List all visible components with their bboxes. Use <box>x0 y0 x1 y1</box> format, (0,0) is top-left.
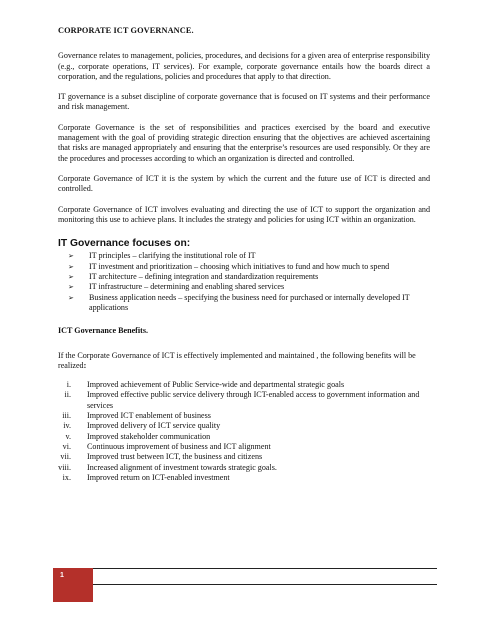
paragraph-it-governance: IT governance is a subset discipline of corporate governance that is focused on IT systems and their performance and risk management. <box>58 92 430 112</box>
page-number-badge <box>53 568 93 602</box>
list-item <box>58 452 430 462</box>
list-item-text: Improved achievement of Public Service-wide and departmental strategic goals <box>87 380 345 390</box>
paragraph-governance-definition: Governance relates to management, policies, procedures, and decisions for a given area of enterprise responsibility (e.g., corporate operations, IT services). For example, corporate governance entails how the boards direct a corporation, and the regulations, policies and procedures that apply to that direction. <box>58 51 430 81</box>
focus-list <box>58 251 430 313</box>
list-item <box>58 380 430 390</box>
arrow-bullet-icon: ➢ <box>68 252 74 261</box>
list-item-number: v. <box>65 431 71 441</box>
list-item-number: viii. <box>58 462 71 472</box>
list-item-text: Improved effective public service delivery through ICT-enabled access to government information and services <box>87 390 420 410</box>
list-item-text: Improved stakeholder communication <box>87 431 211 441</box>
list-item <box>58 473 430 483</box>
list-item <box>58 293 430 314</box>
benefits-intro-colon: : <box>83 360 87 370</box>
list-item-text: Continuous improvement of business and ICT alignment <box>87 441 271 451</box>
arrow-bullet-icon: ➢ <box>68 262 74 271</box>
list-item-text: IT architecture – defining integration and standardization requirements <box>89 272 319 282</box>
list-item <box>58 390 430 411</box>
page-content <box>58 26 430 483</box>
list-item-text: Improved ICT enablement of business <box>87 411 211 421</box>
list-item-text: Improved trust between ICT, the business and citizens <box>87 452 263 462</box>
list-item <box>58 411 430 421</box>
list-item-number: vii. <box>60 452 71 462</box>
list-item-text: Improved return on ICT-enabled investment <box>87 472 230 482</box>
list-item-text: IT infrastructure – determining and enabling shared services <box>89 282 285 292</box>
list-item-number: ix. <box>62 472 71 482</box>
list-item <box>58 421 430 431</box>
list-item <box>58 442 430 452</box>
page-number: 1 <box>60 572 64 579</box>
list-item <box>58 251 430 261</box>
list-item-number: iv. <box>63 421 71 431</box>
list-item <box>58 463 430 473</box>
footer-divider <box>58 568 437 569</box>
list-item <box>58 432 430 442</box>
paragraph-corporate-governance: Corporate Governance is the set of responsibilities and practices exercised by the board and executive management with the goal of providing strategic direction ensuring that the objectives are achieved ascertaining that risks are managed appropriately and ensuring that the enterprise’s resources are used responsibly. Or they are the procedures and processes according to which an organization is directed and controlled. <box>58 122 430 163</box>
footer-divider-lower <box>93 584 437 585</box>
list-item-number: ii. <box>64 390 71 400</box>
list-item-text: Business application needs – specifying the business need for purchased or internally developed IT applications <box>89 292 410 312</box>
list-item-text: IT investment and prioritization – choosing which initiatives to fund and how much to spend <box>89 261 390 271</box>
arrow-bullet-icon: ➢ <box>68 283 74 292</box>
arrow-bullet-icon: ➢ <box>68 273 74 282</box>
arrow-bullet-icon: ➢ <box>68 293 74 302</box>
list-item-number: vi. <box>62 441 71 451</box>
list-item <box>58 282 430 292</box>
benefits-heading: ICT Governance Benefits. <box>58 326 148 336</box>
list-item-text: Improved delivery of ICT service quality <box>87 421 221 431</box>
paragraph-cgict-involves: Corporate Governance of ICT involves evaluating and directing the use of ICT to support the organization and monitoring this use to achieve plans. It includes the strategy and policies for using ICT within an organization. <box>58 204 430 224</box>
benefits-intro-text: If the Corporate Governance of ICT is effectively implemented and maintained , the following benefits will be realized <box>58 350 416 370</box>
document-title: CORPORATE ICT GOVERNANCE. <box>58 26 194 35</box>
benefits-list <box>58 380 430 483</box>
paragraph-cgict-system: Corporate Governance of ICT it is the system by which the current and the future use of ICT is directed and controlled. <box>58 173 430 194</box>
focus-heading: IT Governance focuses on: <box>58 238 191 250</box>
list-item <box>58 272 430 282</box>
benefits-intro <box>58 351 430 372</box>
list-item-text: Increased alignment of investment towards strategic goals. <box>87 462 277 472</box>
list-item-number: i. <box>66 380 71 390</box>
list-item-text: IT principles – clarifying the institutional role of IT <box>89 251 256 261</box>
list-item-number: iii. <box>62 411 71 421</box>
list-item <box>58 262 430 272</box>
